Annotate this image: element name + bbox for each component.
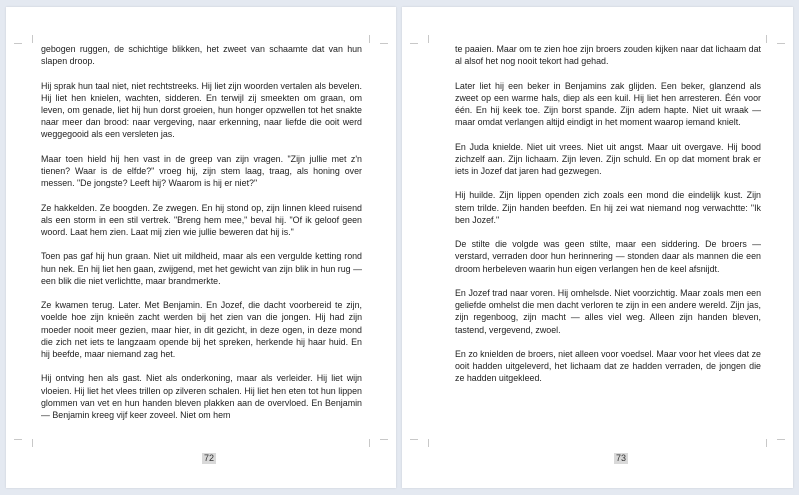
- crop-mark: [428, 439, 437, 447]
- crop-mark: [361, 439, 370, 447]
- paragraph[interactable]: De stilte die volgde was geen stilte, maar een siddering. De broers — verstard, verraden door hun herinnering — stonden daar als mannen die een droom herbeleven waarin hun eigen verlangen hen de keel afsnijdt.: [455, 239, 761, 274]
- paragraph[interactable]: Hij sprak hun taal niet, niet rechtstreeks. Hij liet zijn woorden vertalen als bevelen. Hij liet hen knielen, wachten, sidderen. En terwijl zij smeekten om graan, om leven, om genade, liet hij hun dorst groeien, hun honger opzwellen tot het snakte naar meer dan brood: naar vergeving, naar erkenning, naar liefde die ooit werd weggegooid als een versleten jas.: [41, 80, 362, 140]
- paragraph[interactable]: Ze hakkelden. Ze boogden. Ze zwegen. En hij stond op, zijn linnen kleed ruisend als een storm in een stil vertrek. "Breng hem mee," beval hij. "Of ik geloof geen woord. Laat hem zien. Laat mij zien wie jullie beweren dat hij is.": [41, 202, 362, 237]
- crop-mark: [380, 43, 388, 52]
- crop-mark: [32, 439, 41, 447]
- crop-mark: [14, 439, 22, 448]
- right-page-text[interactable]: [455, 43, 761, 385]
- paragraph[interactable]: Later liet hij een beker in Benjamins zak glijden. Een beker, glanzend als zweet op een warme hals, diep als een kuil. Hij liet hen arresteren. Één voor één. En hij keek toe. Zijn borst spande. Zijn adem hapte. Niet uit wraak — maar omdat verlangen altijd eindigt in het moment waarop iemand knielt.: [455, 80, 761, 128]
- left-page: [6, 7, 396, 488]
- paragraph[interactable]: Toen pas gaf hij hun graan. Niet uit mildheid, maar als een vergulde ketting rond hun nek. En hij liet hen gaan, zwijgend, met het gewicht van zijn blik in hun rug — een blik die niet verlichtte, maar brandmerkte.: [41, 251, 362, 286]
- crop-mark: [410, 43, 418, 52]
- paragraph[interactable]: En Jozef trad naar voren. Hij omhelsde. Niet voorzichtig. Maar zoals men een geliefde omhelst die men dacht verloren te zijn in een andere wereld. Zijn jas, zijn regenboog, zijn macht — alles viel weg. Alleen zijn handen bleven, tastend, vergevend, zwoel.: [455, 287, 761, 335]
- crop-mark: [361, 35, 370, 43]
- paragraph[interactable]: gebogen ruggen, de schichtige blikken, het zweet van schaamte dat van hun slapen droop.: [41, 44, 362, 67]
- crop-mark: [410, 439, 418, 448]
- crop-mark: [758, 35, 767, 43]
- paragraph[interactable]: Maar toen hield hij hen vast in de greep van zijn vragen. "Zijn jullie met z'n tienen? Waar is de elfde?" vroeg hij, zijn stem laag, traag, als honing over messen. "De jongste? Leeft hij? Waarom is hij er niet?": [41, 153, 362, 189]
- crop-mark: [428, 35, 437, 43]
- crop-mark: [14, 43, 22, 52]
- left-page-text[interactable]: [41, 43, 362, 421]
- crop-mark: [777, 43, 785, 52]
- crop-mark: [758, 439, 767, 447]
- crop-mark: [380, 439, 388, 448]
- paragraph[interactable]: En zo knielden de broers, niet alleen voor voedsel. Maar voor het vlees dat ze ooit hadden uitgeleverd, het lichaam dat ze hadden verraden, de jongen die ze hadden uitgekleed.: [455, 348, 761, 384]
- paragraph[interactable]: Ze kwamen terug. Later. Met Benjamin. En Jozef, die dacht voorbereid te zijn, voelde hoe zijn knieën zacht werden bij het zien van die jongen. Hij had zijn moeder nooit meer gezien, maar hier, in dit gezicht, in deze ogen, in deze mond die zich net iets te langzaam opende bij het spreken, herkende hij haar huid. En hij beefde, maar niemand zag het.: [41, 300, 362, 359]
- crop-mark: [777, 439, 785, 448]
- right-page: [402, 7, 793, 488]
- page-number: 72: [204, 453, 215, 463]
- paragraph[interactable]: te paaien. Maar om te zien hoe zijn broers zouden kijken naar dat lichaam dat al alsof het nog nooit tekort had gehad.: [455, 44, 761, 67]
- paragraph[interactable]: Hij ontving hen als gast. Niet als onderkoning, maar als verleider. Hij liet wijn vloeien. Hij liet het vlees trillen op zilveren schalen. Hij liet hen eten tot hun lippen glommen van vet en hun handen bleven plakken aan de overvloed. En Benjamin — Benjamin kreeg vijf keer zoveel. Niet om hem: [41, 373, 362, 420]
- page-number: 73: [616, 453, 627, 463]
- paragraph[interactable]: En Juda knielde. Niet uit vrees. Niet uit angst. Maar uit overgave. Hij bood zichzelf aan. Zijn lichaam. Zijn leven. Zijn schuld. En op dat moment brak er iets in Jozef dat jaren had gezwegen.: [455, 141, 761, 176]
- paragraph[interactable]: Hij huilde. Zijn lippen openden zich zoals een mond die eindelijk kust. Zijn stem trilde. Zijn handen beefden. En hij zei wat niemand nog verwachtte: "Ik ben Jozef.": [455, 190, 761, 225]
- crop-mark: [32, 35, 41, 43]
